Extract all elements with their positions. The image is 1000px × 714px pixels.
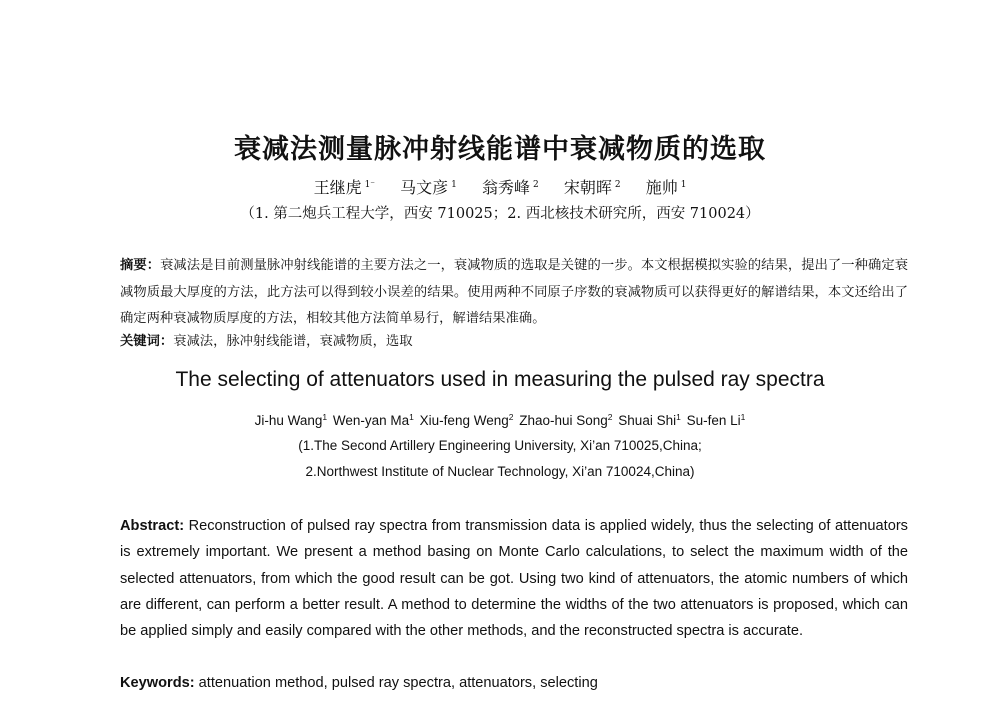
english-author: Wen-yan Ma$^1$ [332, 412, 414, 428]
english-keywords-text: attenuation method, pulsed ray spectra, attenuators, selecting [198, 675, 598, 691]
english-author: Su-fen Li$^1$ [686, 412, 746, 428]
english-author: Zhao-hui Song$^2$ [519, 412, 613, 428]
english-keywords [120, 672, 908, 694]
chinese-author: 王继虎 $^{1^-}$ [313, 178, 376, 197]
chinese-affiliations: （1. 第二炮兵工程大学，西安 710025；2. 西北核技术研究所，西安 710024） [240, 206, 760, 222]
english-abstract-text: Reconstruction of pulsed ray spectra from transmission data is applied widely, thus the selecting of attenuators is extremely important. We present a method basing on Monte Carlo calculations, to select the maximum width of the selected attenuators, from which the good result can be got. Using two kind of attenuators, the atomic numbers of which are different, can perform a better result. A method to determine the widths of the two attenuators is proposed, which can be applied simply and easily compared with the other methods, and the reconstructed spectra is accurate. [120, 518, 908, 640]
chinese-title: 衰减法测量脉冲射线能谱中衰减物质的选取 [234, 134, 766, 165]
chinese-author: 施帅 $^1$ [645, 178, 687, 197]
chinese-keywords-label: 关键词： [120, 334, 174, 349]
english-affiliation-2: 2.Northwest Institute of Nuclear Technology, Xi’an 710024,China) [305, 464, 695, 479]
english-abstract-label: Abstract: [120, 518, 185, 534]
chinese-abstract-text: 衰减法是目前测量脉冲射线能谱的主要方法之一，衰减物质的选取是关键的一步。本文根据模拟实验的结果，提出了一种确定衰减物质最大厚度的方法，此方法可以得到较小误差的结果。使用两种不同原子序数的衰减物质可以获得更好的解谱结果，本文还给出了确定两种衰减物质厚度的方法，相较其他方法简单易行，解谱结果准确。 [120, 258, 909, 326]
chinese-abstract-label: 摘要： [120, 258, 161, 273]
chinese-keywords-text: 衰减法，脉冲射线能谱，衰减物质，选取 [173, 334, 413, 349]
chinese-author: 宋朝晖 $^2$ [563, 178, 621, 197]
english-title: The selecting of attenuators used in measuring the pulsed ray spectra [175, 368, 825, 391]
english-author-list [0, 412, 1000, 428]
chinese-abstract [120, 253, 908, 333]
chinese-author: 翁秀峰 $^2$ [482, 178, 539, 197]
english-affiliation-1: (1.The Second Artillery Engineering University, Xi’an 710025,China; [298, 438, 702, 453]
english-author: Ji-hu Wang$^1$ [254, 412, 328, 428]
chinese-keywords [120, 332, 908, 352]
chinese-author: 马文彦 $^1$ [400, 178, 457, 197]
english-abstract [120, 513, 908, 644]
english-author: Shuai Shi$^1$ [618, 412, 681, 428]
english-author: Xiu-feng Weng$^2$ [419, 412, 514, 428]
english-keywords-label: Keywords: [120, 675, 195, 691]
chinese-author-list [0, 175, 1000, 198]
